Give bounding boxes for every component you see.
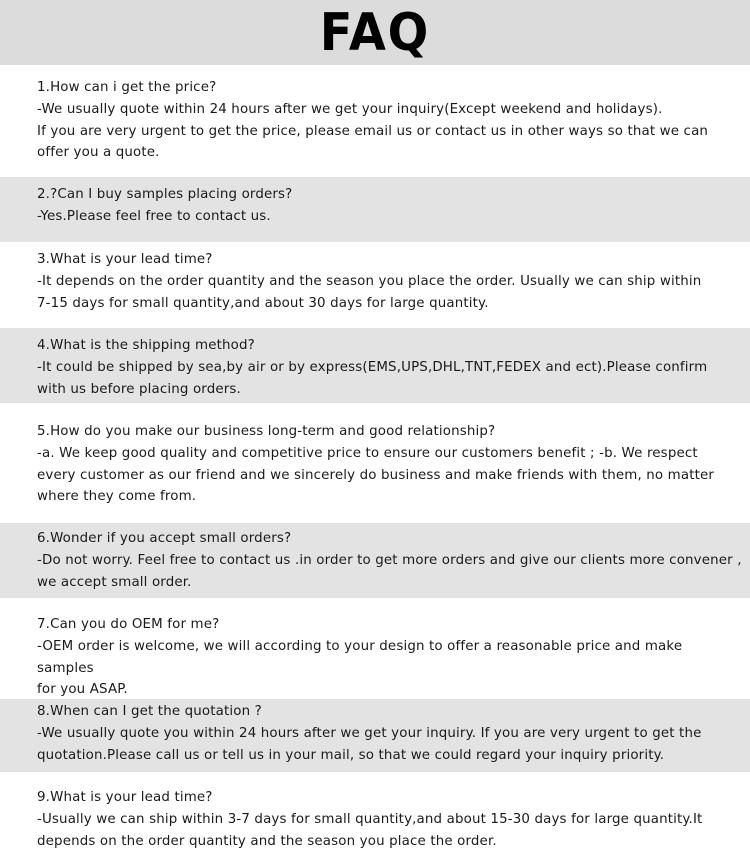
faq-item-2 [0, 177, 750, 242]
faq-answer: -a. We keep good quality and competitive price to ensure our customers benefit ; -b. We respect every customer as our friend and we sincerely do business and make friends with them, no matter where they come from. [37, 446, 715, 504]
faq-answer: -Yes.Please feel free to contact us. [37, 209, 271, 224]
faq-question: 9.What is your lead time? [37, 790, 213, 805]
faq-item-1 [0, 65, 750, 177]
faq-item-3 [0, 242, 750, 328]
faq-answer: -Do not worry. Feel free to contact us .in order to get more orders and give our clients more convener , we accept small order. [37, 553, 742, 590]
faq-item-6 [0, 523, 750, 598]
faq-answer: -It depends on the order quantity and the season you place the order. Usually we can ship within 7-15 days for small quantity,and about 30 days for large quantity. [37, 274, 702, 311]
faq-question: 2.?Can I buy samples placing orders? [37, 187, 293, 202]
faq-question: 1.How can i get the price? [37, 80, 217, 95]
faq-answer: -OEM order is welcome, we will according to your design to offer a reasonable price and make samples for you ASAP. [37, 639, 683, 697]
faq-question: 4.What is the shipping method? [37, 338, 255, 353]
faq-question: 5.How do you make our business long-term and good relationship? [37, 424, 496, 439]
faq-question: 7.Can you do OEM for me? [37, 617, 220, 632]
faq-question: 8.When can I get the quotation ? [37, 704, 262, 719]
faq-answer: -Usually we can ship within 3-7 days for small quantity,and about 15-30 days for large quantity.It depends on the order quantity and the season you place the order. [37, 812, 703, 849]
faq-answer: -We usually quote within 24 hours after we get your inquiry(Except weekend and holidays). If you are very urgent to get the price, please email us or contact us in other ways so that we can offer you a quote. [37, 102, 709, 160]
faq-item-5 [0, 403, 750, 523]
faq-question: 3.What is your lead time? [37, 252, 213, 267]
page-title: FAQ [319, 3, 431, 63]
faq-item-4 [0, 328, 750, 403]
faq-header [0, 0, 750, 65]
faq-item-8 [0, 699, 750, 772]
faq-item-7 [0, 598, 750, 699]
faq-answer: -It could be shipped by sea,by air or by express(EMS,UPS,DHL,TNT,FEDEX and ect).Please confirm with us before placing orders. [37, 360, 708, 397]
faq-item-9 [0, 772, 750, 868]
faq-answer: -We usually quote you within 24 hours after we get your inquiry. If you are very urgent to get the quotation.Please call us or tell us in your mail, so that we could regard your inquiry priority. [37, 726, 702, 763]
faq-question: 6.Wonder if you accept small orders? [37, 531, 292, 546]
